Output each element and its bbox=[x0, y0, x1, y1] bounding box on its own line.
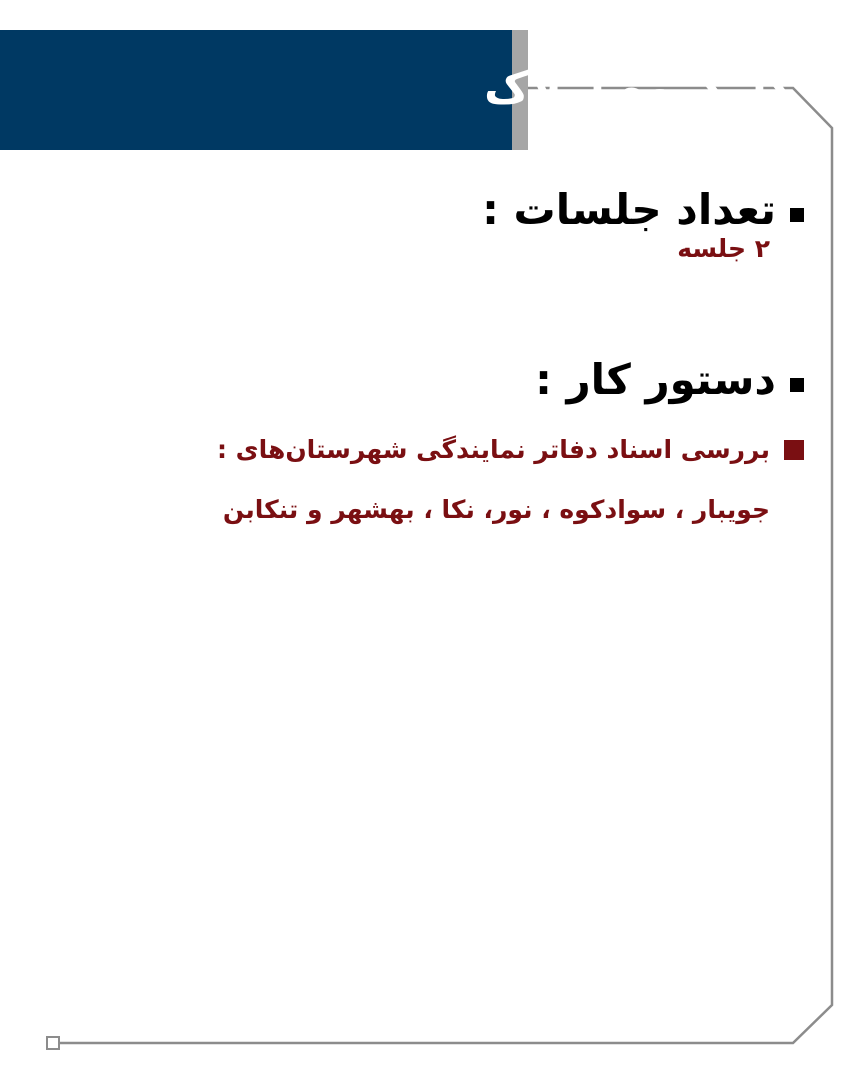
bullet-square-icon bbox=[784, 440, 804, 460]
agenda-section bbox=[535, 355, 804, 404]
sessions-count: ۲ جلسه bbox=[677, 234, 770, 263]
sessions-heading: تعداد جلسات : bbox=[482, 185, 776, 234]
slide-title: کارگروه املاک bbox=[484, 63, 794, 114]
sessions-heading-row bbox=[482, 185, 804, 234]
agenda-item bbox=[217, 432, 804, 540]
agenda-heading-row bbox=[535, 355, 804, 404]
bullet-square-icon bbox=[790, 208, 804, 222]
agenda-item-text bbox=[217, 420, 770, 540]
frame-corner-marker bbox=[47, 1037, 59, 1049]
sessions-section bbox=[482, 185, 804, 263]
agenda-item-line-1: بررسی اسناد دفاتر نمایندگی شهرستان‌های : bbox=[216, 435, 770, 464]
agenda-heading: دستور کار : bbox=[535, 355, 776, 404]
agenda-item-line-2: جویبار ، سوادکوه ، نور، نکا ، بهشهر و تنکابن bbox=[222, 495, 770, 524]
bullet-square-icon bbox=[790, 378, 804, 392]
